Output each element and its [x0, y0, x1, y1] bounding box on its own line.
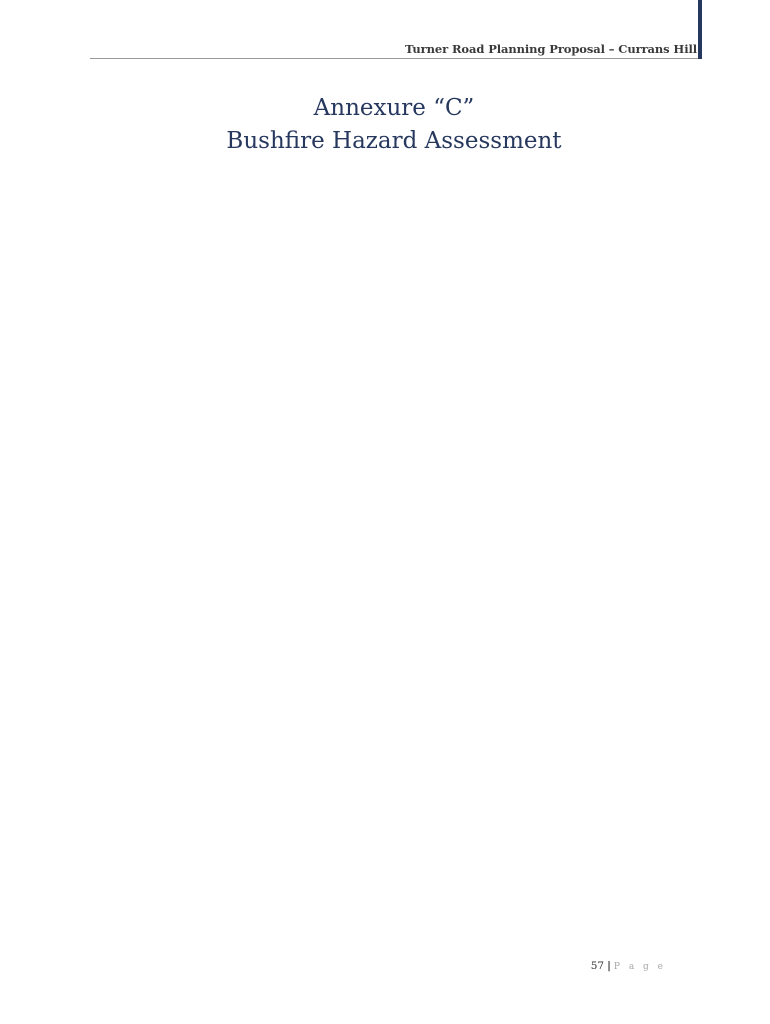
page-separator: |	[607, 960, 611, 972]
annexure-title-line-1: Annexure “C”	[313, 95, 475, 121]
annexure-title-line-2: Bushfire Hazard Assessment	[226, 128, 562, 154]
page-word: P a g e	[613, 962, 666, 972]
page-number: 57	[590, 960, 605, 972]
header-accent-bar	[698, 0, 702, 59]
header-divider	[90, 58, 698, 59]
page-footer	[591, 960, 666, 972]
annexure-title	[90, 92, 698, 158]
running-header-title: Turner Road Planning Proposal – Currans Hill	[405, 42, 697, 56]
